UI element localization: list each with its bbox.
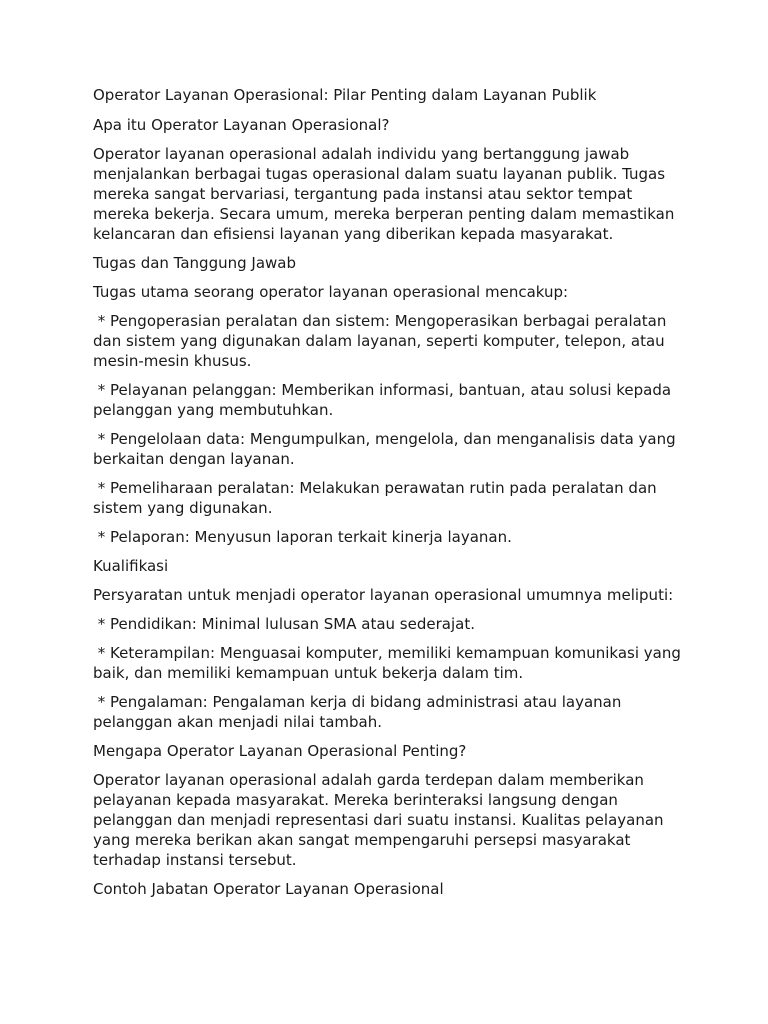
document-title: Operator Layanan Operasional: Pilar Penting dalam Layanan Publik [93,86,597,104]
qualification-item: * Keterampilan: Menguasai komputer, memiliki kemampuan komunikasi yang baik, dan memiliki kemampuan untuk bekerja dalam tim. [93,644,686,682]
document-page [93,85,686,908]
heading-qualifications: Kualifikasi [93,557,169,575]
heading-duties: Tugas dan Tanggung Jawab [93,254,296,272]
duty-item: * Pelaporan: Menyusun laporan terkait kinerja layanan. [93,528,512,546]
paragraph-qualifications-intro: Persyaratan untuk menjadi operator layanan operasional umumnya meliputi: [93,586,674,604]
heading-examples: Contoh Jabatan Operator Layanan Operasional [93,880,444,898]
paragraph-what-is: Operator layanan operasional adalah individu yang bertanggung jawab menjalankan berbagai tugas operasional dalam suatu layanan publik. Tugas mereka sangat bervariasi, tergantung pada instansi atau sektor tempat mereka bekerja. Secara umum, mereka berperan penting dalam memastikan kelancaran dan efisiensi layanan yang diberikan kepada masyarakat. [93,145,675,243]
heading-what-is: Apa itu Operator Layanan Operasional? [93,116,390,134]
qualification-item: * Pendidikan: Minimal lulusan SMA atau sederajat. [93,615,475,633]
duty-item: * Pemeliharaan peralatan: Melakukan perawatan rutin pada peralatan dan sistem yang digunakan. [93,479,662,517]
duty-item: * Pengoperasian peralatan dan sistem: Mengoperasikan berbagai peralatan dan sistem yang digunakan dalam layanan, seperti komputer, telepon, atau mesin-mesin khusus. [93,312,672,370]
paragraph-duties-intro: Tugas utama seorang operator layanan operasional mencakup: [93,283,569,301]
paragraph-why-important: Operator layanan operasional adalah garda terdepan dalam memberikan pelayanan kepada masyarakat. Mereka berinteraksi langsung dengan pelanggan dan menjadi representasi dari suatu instansi. Kualitas pelayanan yang mereka berikan akan sangat mempengaruhi persepsi masyarakat terhadap instansi tersebut. [93,771,664,869]
heading-why-important: Mengapa Operator Layanan Operasional Penting? [93,742,467,760]
duty-item: * Pengelolaan data: Mengumpulkan, mengelola, dan menganalisis data yang berkaitan dengan layanan. [93,430,681,468]
qualification-item: * Pengalaman: Pengalaman kerja di bidang administrasi atau layanan pelanggan akan menjadi nilai tambah. [93,693,627,731]
duty-item: * Pelayanan pelanggan: Memberikan informasi, bantuan, atau solusi kepada pelanggan yang membutuhkan. [93,381,676,419]
